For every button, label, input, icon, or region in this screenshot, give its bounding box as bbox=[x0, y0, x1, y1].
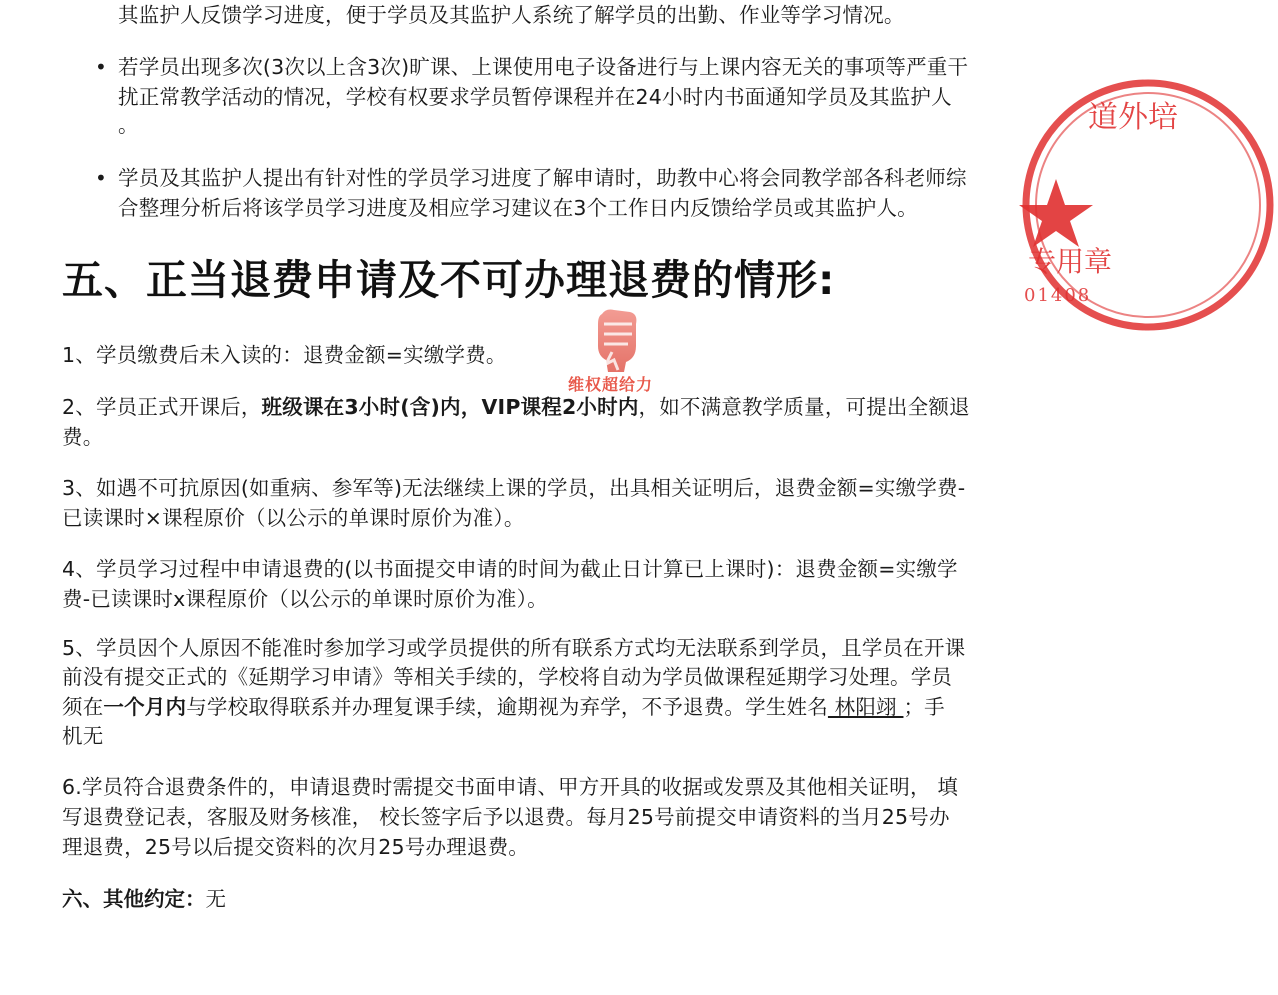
paragraph-line: 其监护人反馈学习进度，便于学员及其监护人系统了解学员的出勤、作业等学习情况。 bbox=[118, 3, 905, 27]
item-5-bold: 一个月内 bbox=[103, 695, 187, 719]
section-6 bbox=[62, 884, 226, 914]
section-6-value: 无 bbox=[205, 887, 226, 911]
item-5-line-4: 机无 bbox=[62, 724, 104, 748]
item-4-line-2: 费-已读课时x课程原价（以公示的单课时原价为准）。 bbox=[62, 587, 548, 611]
bullet-line: 。 bbox=[118, 113, 139, 137]
item-5-text: 与学校取得联系并办理复课手续，逾期视为弃学，不予退费。学生姓名 bbox=[186, 695, 828, 719]
section-6-label: 六、其他约定 bbox=[62, 887, 185, 911]
stamp-text-bottom: 专用章 bbox=[1028, 245, 1113, 278]
section-6-colon: ： bbox=[185, 887, 206, 911]
item-3-line-2: 已读课时×课程原价（以公示的单课时原价为准）。 bbox=[62, 506, 525, 530]
item-5-line-3 bbox=[62, 692, 945, 722]
stamp-number: 01408 bbox=[1024, 285, 1092, 306]
bullet-symbol: • bbox=[95, 55, 107, 79]
item-5-line-2: 前没有提交正式的《延期学习申请》等相关手续的，学校将自动为学员做课程延期学习处理。学员 bbox=[62, 665, 953, 689]
item-5-text: ；手 bbox=[903, 695, 945, 719]
item-2-line-1 bbox=[62, 392, 970, 422]
item-5-text: 须在 bbox=[62, 695, 104, 719]
item-2-line-2: 费。 bbox=[62, 425, 104, 449]
bullet-line: 学员及其监护人提出有针对性的学员学习进度了解申请时，助教中心将会同教学部各科老师综 bbox=[118, 166, 967, 190]
item-2-bold: 班级课在3小时(含)内，VIP课程2小时内 bbox=[261, 395, 639, 419]
bullet-line: 合整理分析后将该学员学习进度及相应学习建议在3个工作日内反馈给学员或其监护人。 bbox=[118, 196, 918, 220]
bullet-line: 扰正常教学活动的情况，学校有权要求学员暂停课程并在24小时内书面通知学员及其监护人 bbox=[118, 85, 952, 109]
official-stamp bbox=[1018, 75, 1278, 335]
item-5-line-1: 5、学员因个人原因不能准时参加学习或学员提供的所有联系方式均无法联系到学员，且学员在开课 bbox=[62, 636, 966, 660]
item-2-text: 2、学员正式开课后， bbox=[62, 395, 262, 419]
item-2-text: ，如不满意教学质量，可提出全额退 bbox=[638, 395, 970, 419]
item-1: 1、学员缴费后未入读的：退费金额=实缴学费。 bbox=[62, 343, 507, 367]
item-4-line-1: 4、学员学习过程中申请退费的(以书面提交申请的时间为截止日计算已上课时)：退费金额=实缴学 bbox=[62, 557, 958, 581]
bullet-symbol: • bbox=[95, 166, 107, 190]
item-6-line-2: 写退费登记表，客服及财务核准， 校长签字后予以退费。每月25号前提交申请资料的当月25号办 bbox=[62, 805, 950, 829]
section-heading: 五、正当退费申请及不可办理退费的情形: bbox=[62, 256, 836, 304]
stamp-text-top: 道外培 bbox=[1088, 100, 1178, 135]
item-6-line-3: 理退费，25号以后提交资料的次月25号办理退费。 bbox=[62, 835, 529, 859]
watermark-text: 维权超给力 bbox=[568, 375, 654, 394]
student-name: 林阳翊 bbox=[827, 695, 904, 719]
item-3-line-1: 3、如遇不可抗原因(如重病、参军等)无法继续上课的学员，出具相关证明后，退费金额=实缴学费- bbox=[62, 476, 966, 500]
item-6-line-1: 6.学员符合退费条件的，申请退费时需提交书面申请、甲方开具的收据或发票及其他相关证明， 填 bbox=[62, 775, 959, 799]
bullet-line: 若学员出现多次(3次以上含3次)旷课、上课使用电子设备进行与上课内容无关的事项等严重干 bbox=[118, 55, 969, 79]
